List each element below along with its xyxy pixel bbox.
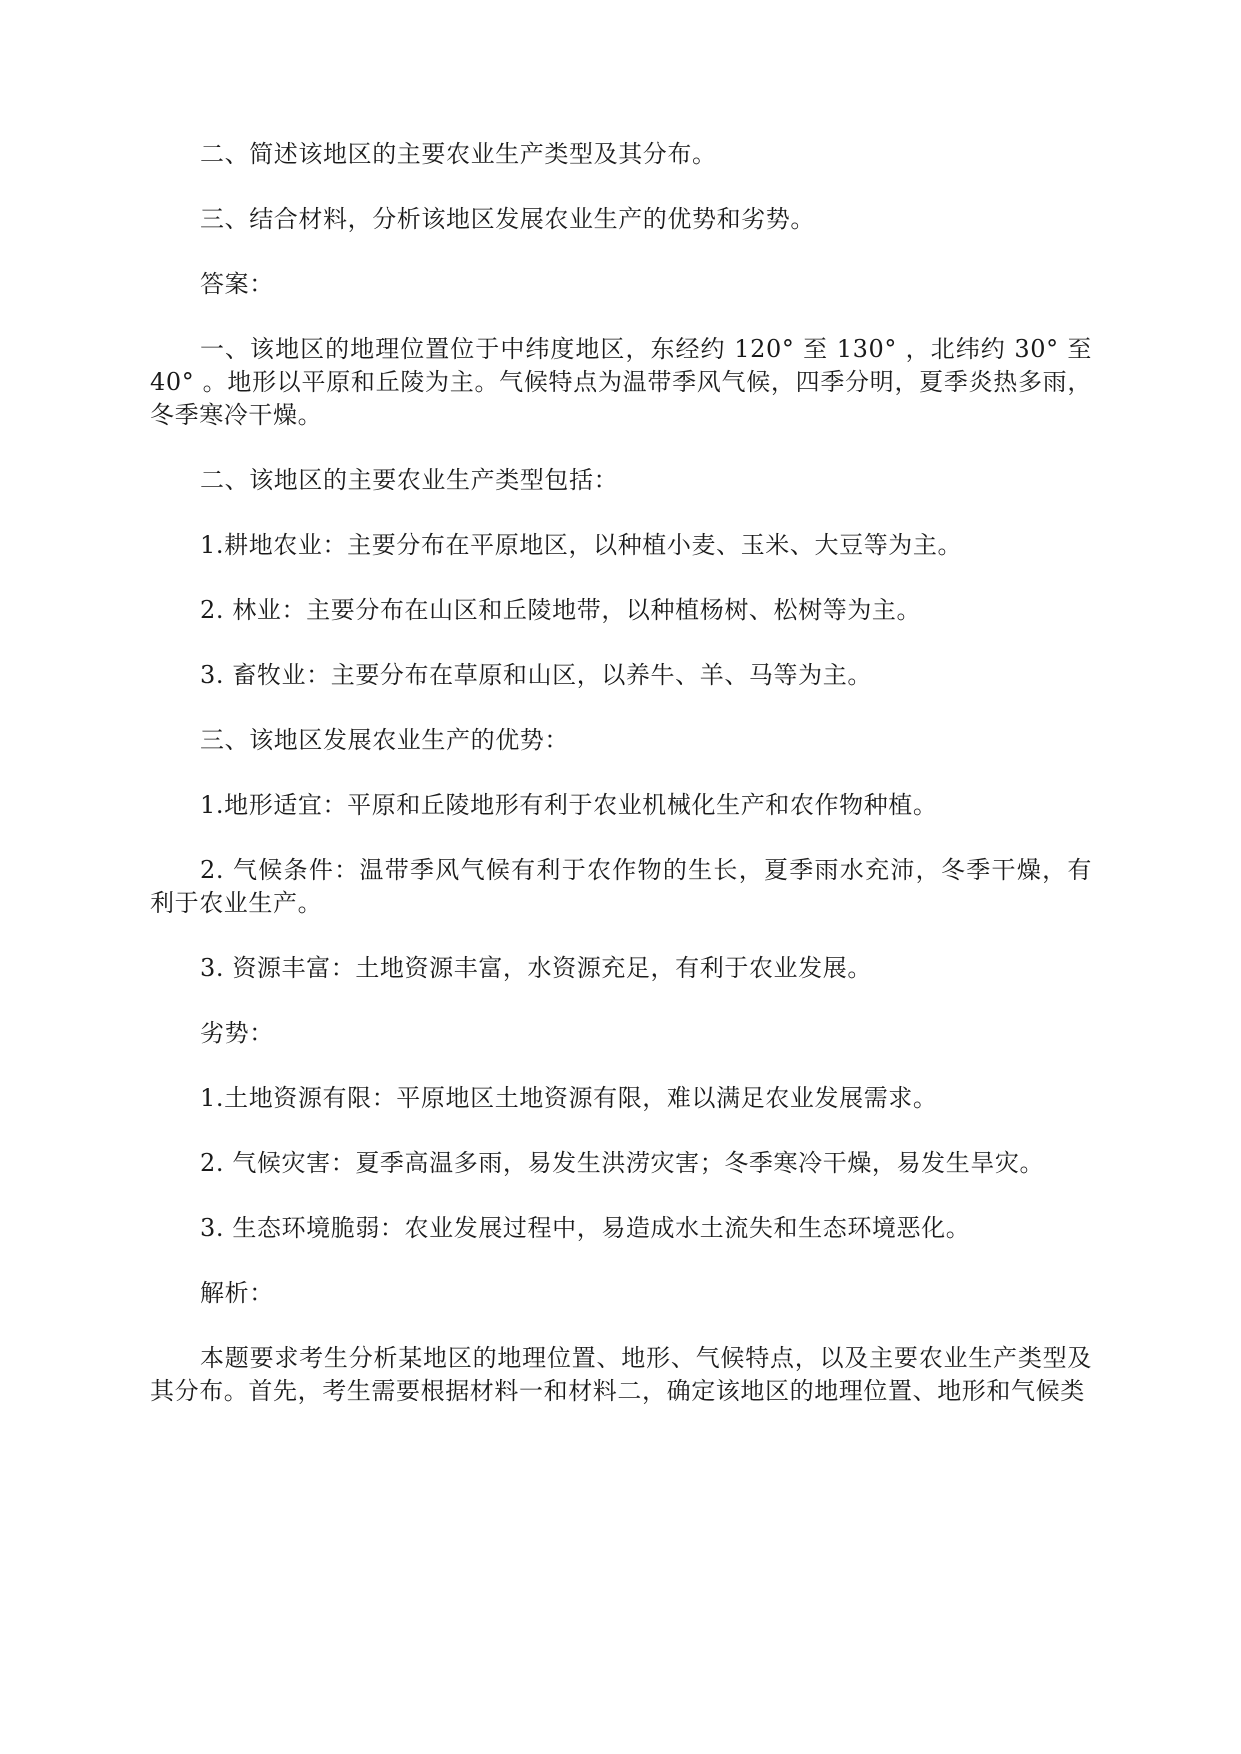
disadvantage-item-1: 1.土地资源有限：平原地区土地资源有限，难以满足农业发展需求。 [200,1084,938,1112]
disadvantage-item-3: 3. 生态环境脆弱：农业发展过程中，易造成水土流失和生态环境恶化。 [200,1214,971,1242]
document-page [150,138,1092,1440]
answer-two-item-3: 3. 畜牧业：主要分布在草原和山区，以养牛、羊、马等为主。 [200,661,872,689]
disadvantages-heading: 劣势： [200,1019,274,1047]
analysis-heading: 解析： [200,1279,274,1307]
answer-one: 一、该地区的地理位置位于中纬度地区，东经约 120° 至 130° ，北纬约 30° 至 40° 。地形以平原和丘陵为主。气候特点为温带季风气候，四季分明，夏季炎热多雨，冬季寒冷干燥。 [150,335,1092,429]
analysis-body: 本题要求考生分析某地区的地理位置、地形、气候特点，以及主要农业生产类型及其分布。首先，考生需要根据材料一和材料二，确定该地区的地理位置、地形和气候类 [150,1344,1092,1405]
answer-two-item-1: 1.耕地农业：主要分布在平原地区，以种植小麦、玉米、大豆等为主。 [200,531,963,559]
advantage-item-3: 3. 资源丰富：土地资源丰富，水资源充足，有利于农业发展。 [200,954,872,982]
question-two: 二、简述该地区的主要农业生产类型及其分布。 [200,140,717,168]
advantages-heading: 三、该地区发展农业生产的优势： [200,726,569,754]
answer-heading: 答案： [200,270,274,298]
answer-two-item-2: 2. 林业：主要分布在山区和丘陵地带，以种植杨树、松树等为主。 [200,596,922,624]
answer-two-heading: 二、该地区的主要农业生产类型包括： [200,466,619,494]
advantage-item-1: 1.地形适宜：平原和丘陵地形有利于农业机械化生产和农作物种植。 [200,791,938,819]
disadvantage-item-2: 2. 气候灾害：夏季高温多雨，易发生洪涝灾害；冬季寒冷干燥，易发生旱灾。 [200,1149,1045,1177]
advantage-item-2: 2. 气候条件：温带季风气候有利于农作物的生长，夏季雨水充沛，冬季干燥，有利于农业生产。 [150,856,1092,917]
question-three: 三、结合材料，分析该地区发展农业生产的优势和劣势。 [200,205,815,233]
